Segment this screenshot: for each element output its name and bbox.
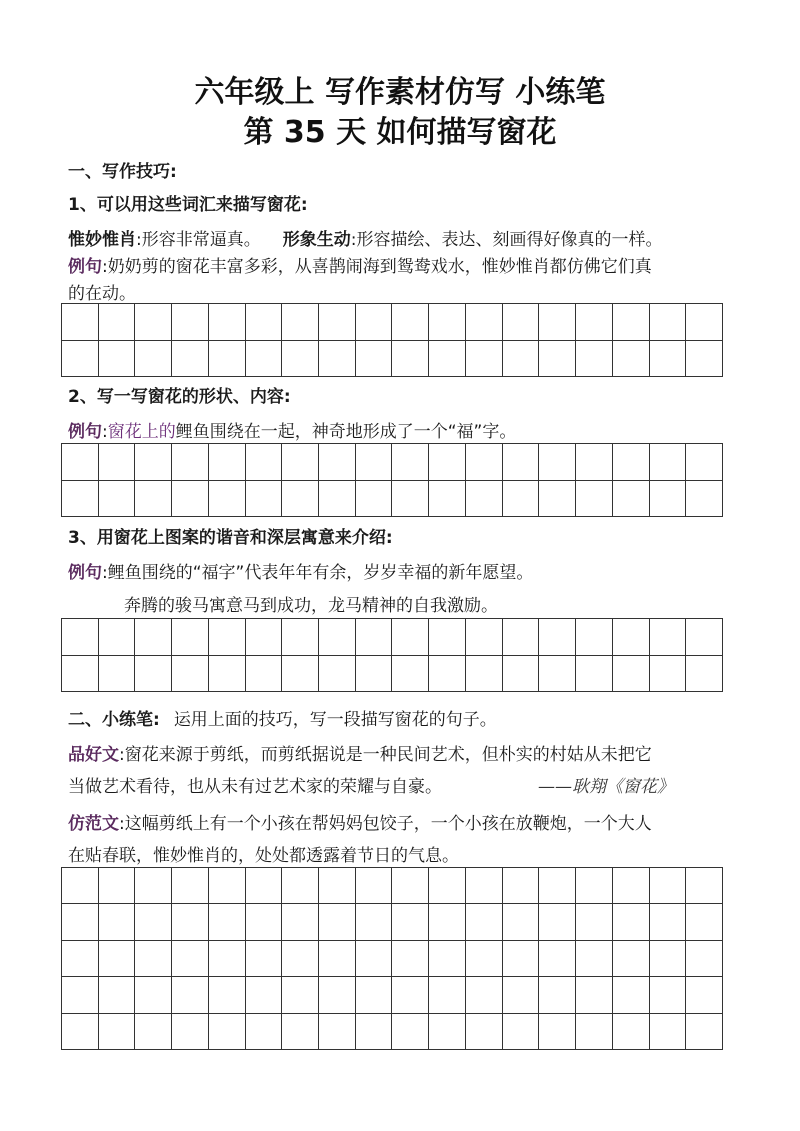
grid-cell[interactable] — [172, 977, 209, 1013]
grid-cell[interactable] — [99, 868, 136, 904]
section3-example-line1 — [68, 561, 738, 585]
grid-cell[interactable] — [99, 656, 136, 693]
grid-cell[interactable] — [576, 941, 613, 977]
grid-cell[interactable] — [62, 977, 99, 1013]
grid-cell[interactable] — [429, 444, 466, 481]
grid-cell[interactable] — [466, 619, 503, 656]
grid-cell[interactable] — [172, 941, 209, 977]
grid-cell[interactable] — [99, 1014, 136, 1050]
grid-cell[interactable] — [392, 941, 429, 977]
grid-cell[interactable] — [539, 481, 576, 518]
grid-cell[interactable] — [539, 904, 576, 940]
grid-cell[interactable] — [209, 1014, 246, 1050]
grid-cell[interactable] — [282, 904, 319, 940]
grid-cell[interactable] — [686, 656, 723, 693]
grid-cell[interactable] — [356, 619, 393, 656]
grid-cell[interactable] — [356, 656, 393, 693]
grid-cell[interactable] — [650, 1014, 687, 1050]
part2-instruction: 运用上面的技巧，写一段描写窗花的句子。 — [173, 710, 497, 730]
grid-cell[interactable] — [99, 941, 136, 977]
grid-cell[interactable] — [466, 904, 503, 940]
part2-heading-line — [68, 708, 738, 732]
section1-example-line2: 的在动。 — [68, 284, 136, 304]
grid-cell[interactable] — [503, 1014, 540, 1050]
grid-cell[interactable] — [172, 304, 209, 341]
grid-cell[interactable] — [576, 341, 613, 378]
imitation-body: :这幅剪纸上有一个小孩在帮妈妈包饺子，一个小孩在放鞭炮，一个大人 — [119, 814, 652, 834]
grid-cell[interactable] — [650, 341, 687, 378]
grid-cell[interactable] — [392, 904, 429, 940]
grid-cell[interactable] — [282, 977, 319, 1013]
grid-cell[interactable] — [172, 444, 209, 481]
section2-heading: 2、写一写窗花的形状、内容: — [68, 387, 291, 407]
grid-cell[interactable] — [356, 868, 393, 904]
grid-cell[interactable] — [392, 868, 429, 904]
grid-cell[interactable] — [246, 304, 283, 341]
grid-cell[interactable] — [356, 904, 393, 940]
grid-cell[interactable] — [392, 444, 429, 481]
example-text: 鲤鱼围绕在一起，神奇地形成了一个“福”字。 — [175, 422, 517, 442]
grid-cell[interactable] — [135, 341, 172, 378]
grid-cell[interactable] — [319, 977, 356, 1013]
grid-cell[interactable] — [135, 868, 172, 904]
grid-cell[interactable] — [319, 904, 356, 940]
grid-cell[interactable] — [613, 941, 650, 977]
grid-cell[interactable] — [392, 341, 429, 378]
grid-cell[interactable] — [613, 304, 650, 341]
grid-cell[interactable] — [246, 1014, 283, 1050]
imitation-line2: 在贴春联，惟妙惟肖的，处处都透露着节日的气息。 — [68, 846, 459, 866]
page-title-line2: 第 35 天 如何描写窗花 — [243, 115, 557, 150]
imitation-label: 仿范文 — [68, 814, 119, 834]
grid-cell[interactable] — [576, 481, 613, 518]
grid-cell[interactable] — [282, 941, 319, 977]
writing-grid-2[interactable] — [61, 443, 723, 517]
grid-cell[interactable] — [613, 656, 650, 693]
section1-example-line1 — [68, 255, 738, 279]
example-colon: : — [102, 422, 108, 442]
grid-cell[interactable] — [282, 868, 319, 904]
imitation-line1 — [68, 812, 738, 836]
grid-cell[interactable] — [209, 619, 246, 656]
grid-cell[interactable] — [686, 341, 723, 378]
example-text: :鲤鱼围绕的“福字”代表年年有余，岁岁幸福的新年愿望。 — [102, 563, 534, 583]
grid-cell[interactable] — [429, 304, 466, 341]
grid-cell[interactable] — [135, 444, 172, 481]
grid-cell[interactable] — [282, 656, 319, 693]
grid-cell[interactable] — [613, 481, 650, 518]
grid-cell[interactable] — [576, 977, 613, 1013]
grid-cell[interactable] — [429, 941, 466, 977]
grid-cell[interactable] — [282, 619, 319, 656]
grid-cell[interactable] — [503, 868, 540, 904]
grid-cell[interactable] — [282, 304, 319, 341]
grid-cell[interactable] — [503, 977, 540, 1013]
grid-cell[interactable] — [466, 977, 503, 1013]
grid-cell[interactable] — [429, 868, 466, 904]
grid-cell[interactable] — [613, 619, 650, 656]
grid-cell[interactable] — [319, 1014, 356, 1050]
grid-cell[interactable] — [503, 341, 540, 378]
grid-cell[interactable] — [356, 977, 393, 1013]
good-text-label: 品好文 — [68, 745, 119, 765]
grid-cell[interactable] — [429, 341, 466, 378]
grid-cell[interactable] — [246, 977, 283, 1013]
grid-cell[interactable] — [135, 1014, 172, 1050]
part1-heading: 一、写作技巧: — [68, 162, 177, 182]
writing-grid-4[interactable] — [61, 867, 723, 1050]
grid-cell[interactable] — [576, 304, 613, 341]
grid-cell[interactable] — [686, 1014, 723, 1050]
grid-cell[interactable] — [686, 619, 723, 656]
grid-cell[interactable] — [319, 444, 356, 481]
grid-cell[interactable] — [429, 656, 466, 693]
grid-cell[interactable] — [172, 656, 209, 693]
grid-cell[interactable] — [686, 868, 723, 904]
good-text-author: ——耿翔《窗花》 — [538, 777, 674, 797]
grid-cell[interactable] — [62, 904, 99, 940]
grid-cell[interactable] — [135, 904, 172, 940]
grid-cell[interactable] — [503, 619, 540, 656]
grid-cell[interactable] — [319, 656, 356, 693]
grid-cell[interactable] — [209, 304, 246, 341]
grid-cell[interactable] — [209, 341, 246, 378]
grid-cell[interactable] — [135, 941, 172, 977]
grid-cell[interactable] — [686, 444, 723, 481]
section3-example-line2: 奔腾的骏马寓意马到成功，龙马精神的自我激励。 — [124, 596, 498, 616]
grid-cell[interactable] — [576, 868, 613, 904]
grid-cell[interactable] — [429, 1014, 466, 1050]
grid-cell[interactable] — [246, 619, 283, 656]
grid-cell[interactable] — [209, 656, 246, 693]
grid-cell[interactable] — [135, 977, 172, 1013]
example-label: 例句 — [68, 257, 102, 277]
grid-cell[interactable] — [62, 341, 99, 378]
grid-cell[interactable] — [539, 304, 576, 341]
grid-cell[interactable] — [576, 904, 613, 940]
grid-cell[interactable] — [503, 444, 540, 481]
grid-cell[interactable] — [686, 904, 723, 940]
grid-cell[interactable] — [392, 481, 429, 518]
term-xingxiang-definition: :形容描绘、表达、刻画得好像真的一样。 — [350, 230, 663, 250]
good-text-line1 — [68, 743, 738, 767]
grid-cell[interactable] — [209, 868, 246, 904]
grid-cell[interactable] — [650, 904, 687, 940]
grid-cell[interactable] — [686, 481, 723, 518]
grid-cell[interactable] — [429, 977, 466, 1013]
grid-cell[interactable] — [356, 341, 393, 378]
grid-cell[interactable] — [613, 977, 650, 1013]
example-highlight: 窗花上的 — [107, 422, 176, 442]
grid-cell[interactable] — [209, 444, 246, 481]
grid-cell[interactable] — [209, 481, 246, 518]
grid-cell[interactable] — [539, 941, 576, 977]
grid-cell[interactable] — [319, 941, 356, 977]
grid-cell[interactable] — [282, 481, 319, 518]
grid-cell[interactable] — [62, 619, 99, 656]
grid-cell[interactable] — [613, 444, 650, 481]
grid-cell[interactable] — [576, 444, 613, 481]
grid-cell[interactable] — [650, 444, 687, 481]
example-label: 例句 — [68, 422, 102, 442]
grid-cell[interactable] — [172, 904, 209, 940]
grid-cell[interactable] — [466, 1014, 503, 1050]
grid-cell[interactable] — [429, 481, 466, 518]
grid-cell[interactable] — [99, 444, 136, 481]
grid-cell[interactable] — [392, 1014, 429, 1050]
grid-cell[interactable] — [62, 304, 99, 341]
grid-cell[interactable] — [392, 977, 429, 1013]
grid-cell[interactable] — [319, 341, 356, 378]
grid-cell[interactable] — [650, 977, 687, 1013]
grid-cell[interactable] — [503, 656, 540, 693]
grid-cell[interactable] — [686, 977, 723, 1013]
grid-cell[interactable] — [282, 1014, 319, 1050]
grid-cell[interactable] — [686, 304, 723, 341]
grid-cell[interactable] — [209, 941, 246, 977]
grid-cell[interactable] — [466, 868, 503, 904]
grid-cell[interactable] — [539, 619, 576, 656]
grid-cell[interactable] — [172, 868, 209, 904]
section3-heading: 3、用窗花上图案的谐音和深层寓意来介绍: — [68, 528, 393, 548]
example-text: :奶奶剪的窗花丰富多彩，从喜鹊闹海到鸳鸯戏水，惟妙惟肖都仿佛它们真 — [102, 257, 652, 277]
grid-cell[interactable] — [356, 1014, 393, 1050]
grid-cell[interactable] — [356, 304, 393, 341]
grid-cell[interactable] — [503, 481, 540, 518]
grid-cell[interactable] — [319, 868, 356, 904]
grid-cell[interactable] — [319, 481, 356, 518]
grid-cell[interactable] — [282, 341, 319, 378]
grid-cell[interactable] — [99, 904, 136, 940]
writing-grid-3[interactable] — [61, 618, 723, 692]
grid-cell[interactable] — [539, 1014, 576, 1050]
grid-cell[interactable] — [246, 481, 283, 518]
grid-cell[interactable] — [209, 904, 246, 940]
grid-cell[interactable] — [62, 481, 99, 518]
grid-cell[interactable] — [392, 304, 429, 341]
grid-cell[interactable] — [62, 1014, 99, 1050]
grid-cell[interactable] — [319, 619, 356, 656]
grid-cell[interactable] — [99, 619, 136, 656]
grid-cell[interactable] — [539, 656, 576, 693]
grid-cell[interactable] — [466, 481, 503, 518]
part2-heading: 二、小练笔: — [68, 710, 160, 730]
grid-cell[interactable] — [613, 904, 650, 940]
grid-cell[interactable] — [650, 656, 687, 693]
grid-cell[interactable] — [466, 941, 503, 977]
grid-cell[interactable] — [576, 656, 613, 693]
writing-grid-1[interactable] — [61, 303, 723, 377]
grid-cell[interactable] — [503, 904, 540, 940]
grid-cell[interactable] — [613, 868, 650, 904]
grid-cell[interactable] — [539, 444, 576, 481]
grid-cell[interactable] — [466, 304, 503, 341]
grid-cell[interactable] — [576, 619, 613, 656]
grid-cell[interactable] — [246, 656, 283, 693]
grid-cell[interactable] — [356, 941, 393, 977]
grid-cell[interactable] — [246, 341, 283, 378]
grid-cell[interactable] — [246, 444, 283, 481]
grid-cell[interactable] — [539, 977, 576, 1013]
page-title-line1: 六年级上 写作素材仿写 小练笔 — [194, 75, 606, 110]
grid-cell[interactable] — [356, 444, 393, 481]
grid-cell[interactable] — [576, 1014, 613, 1050]
grid-cell[interactable] — [319, 304, 356, 341]
grid-cell[interactable] — [392, 619, 429, 656]
grid-cell[interactable] — [356, 481, 393, 518]
grid-cell[interactable] — [650, 304, 687, 341]
good-text-line2: 当做艺术看待，也从未有过艺术家的荣耀与自豪。 — [68, 777, 442, 797]
grid-cell[interactable] — [246, 941, 283, 977]
grid-cell[interactable] — [650, 868, 687, 904]
grid-cell[interactable] — [246, 868, 283, 904]
term-weimiao-definition: :形容非常逼真。 — [136, 230, 261, 250]
grid-cell[interactable] — [429, 619, 466, 656]
example-label: 例句 — [68, 563, 102, 583]
grid-cell[interactable] — [429, 904, 466, 940]
grid-cell[interactable] — [650, 481, 687, 518]
grid-cell[interactable] — [172, 619, 209, 656]
grid-cell[interactable] — [650, 619, 687, 656]
grid-cell[interactable] — [172, 341, 209, 378]
grid-cell[interactable] — [99, 341, 136, 378]
grid-cell[interactable] — [613, 1014, 650, 1050]
grid-cell[interactable] — [135, 481, 172, 518]
grid-cell[interactable] — [539, 868, 576, 904]
grid-cell[interactable] — [62, 444, 99, 481]
grid-cell[interactable] — [503, 941, 540, 977]
grid-cell[interactable] — [99, 481, 136, 518]
grid-cell[interactable] — [503, 304, 540, 341]
grid-cell[interactable] — [282, 444, 319, 481]
grid-cell[interactable] — [62, 656, 99, 693]
grid-cell[interactable] — [466, 444, 503, 481]
good-text-body: :窗花来源于剪纸，而剪纸据说是一种民间艺术，但朴实的村姑从未把它 — [119, 745, 652, 765]
term-weimiao: 惟妙惟肖 — [68, 230, 136, 250]
grid-cell[interactable] — [99, 977, 136, 1013]
grid-cell[interactable] — [209, 977, 246, 1013]
grid-cell[interactable] — [466, 656, 503, 693]
grid-cell[interactable] — [650, 941, 687, 977]
grid-cell[interactable] — [135, 304, 172, 341]
grid-cell[interactable] — [539, 341, 576, 378]
section2-example-line — [68, 420, 738, 444]
grid-cell[interactable] — [686, 941, 723, 977]
section1-heading: 1、可以用这些词汇来描写窗花: — [68, 195, 308, 215]
grid-cell[interactable] — [613, 341, 650, 378]
section1-vocab-line — [68, 228, 738, 252]
grid-cell[interactable] — [99, 304, 136, 341]
grid-cell[interactable] — [135, 619, 172, 656]
grid-cell[interactable] — [466, 341, 503, 378]
grid-cell[interactable] — [135, 656, 172, 693]
grid-cell[interactable] — [62, 868, 99, 904]
grid-cell[interactable] — [246, 904, 283, 940]
grid-cell[interactable] — [172, 1014, 209, 1050]
grid-cell[interactable] — [392, 656, 429, 693]
grid-cell[interactable] — [62, 941, 99, 977]
grid-cell[interactable] — [172, 481, 209, 518]
term-xingxiang: 形象生动 — [282, 230, 351, 250]
